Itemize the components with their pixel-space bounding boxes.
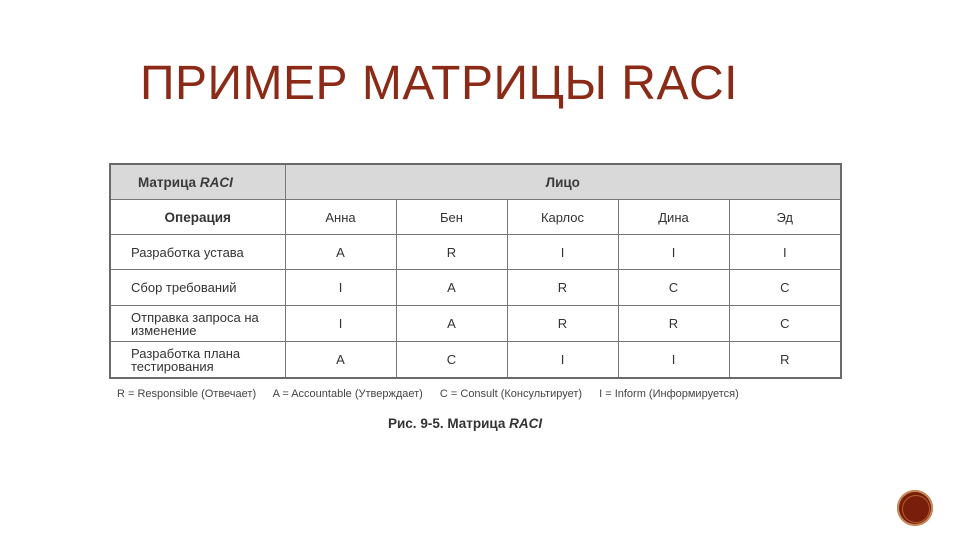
raci-matrix-table (109, 163, 842, 379)
raci-cell: I (285, 306, 396, 342)
legend-item: C = Consult (Консультирует) (439, 388, 583, 400)
table-row (110, 342, 841, 379)
figure-caption (388, 416, 542, 431)
slide-title: ПРИМЕР МАТРИЦЫ RACI (140, 57, 738, 110)
corner-label-italic: RACI (199, 174, 233, 190)
raci-cell: A (396, 306, 507, 342)
raci-cell: I (507, 235, 618, 270)
person-header: Анна (285, 200, 396, 235)
task-label (110, 270, 285, 306)
raci-cell: I (729, 235, 841, 270)
operation-header: Операция (110, 200, 285, 235)
table-row (110, 306, 841, 342)
raci-cell: C (618, 270, 729, 306)
person-header: Карлос (507, 200, 618, 235)
raci-cell: I (618, 342, 729, 379)
matrix-corner-label (110, 164, 285, 200)
raci-cell: R (729, 342, 841, 379)
task-label (110, 306, 285, 342)
person-header: Бен (396, 200, 507, 235)
raci-cell: C (396, 342, 507, 379)
raci-legend (117, 388, 753, 400)
raci-cell: R (396, 235, 507, 270)
raci-cell: R (507, 306, 618, 342)
table-row (110, 270, 841, 306)
task-label: Разработка устава (110, 235, 285, 270)
slide-number-badge (897, 490, 933, 526)
task-label (110, 342, 285, 379)
task-label-text: Разработка плана тестирования (131, 345, 241, 374)
person-header: Дина (618, 200, 729, 235)
raci-cell: A (396, 270, 507, 306)
task-label-text: Отправка запроса на изменение (131, 309, 259, 338)
raci-cell: A (285, 342, 396, 379)
person-header: Эд (729, 200, 841, 235)
raci-cell: C (729, 270, 841, 306)
raci-cell: C (729, 306, 841, 342)
raci-cell: R (618, 306, 729, 342)
table-row (110, 235, 841, 270)
caption-italic: RACI (509, 416, 543, 431)
legend-item: R = Responsible (Отвечает) (117, 388, 257, 400)
legend-item: I = Inform (Информируется) (599, 388, 739, 400)
raci-cell: I (507, 342, 618, 379)
legend-item: A = Accountable (Утверждает) (272, 388, 423, 400)
corner-label-text: Матрица (138, 174, 197, 190)
raci-cell: I (618, 235, 729, 270)
raci-cell: R (507, 270, 618, 306)
raci-cell: I (285, 270, 396, 306)
caption-text: Рис. 9-5. Матрица (388, 416, 506, 431)
raci-cell: A (285, 235, 396, 270)
person-group-header: Лицо (285, 164, 841, 200)
task-label-text: Сбор требований (131, 280, 237, 295)
